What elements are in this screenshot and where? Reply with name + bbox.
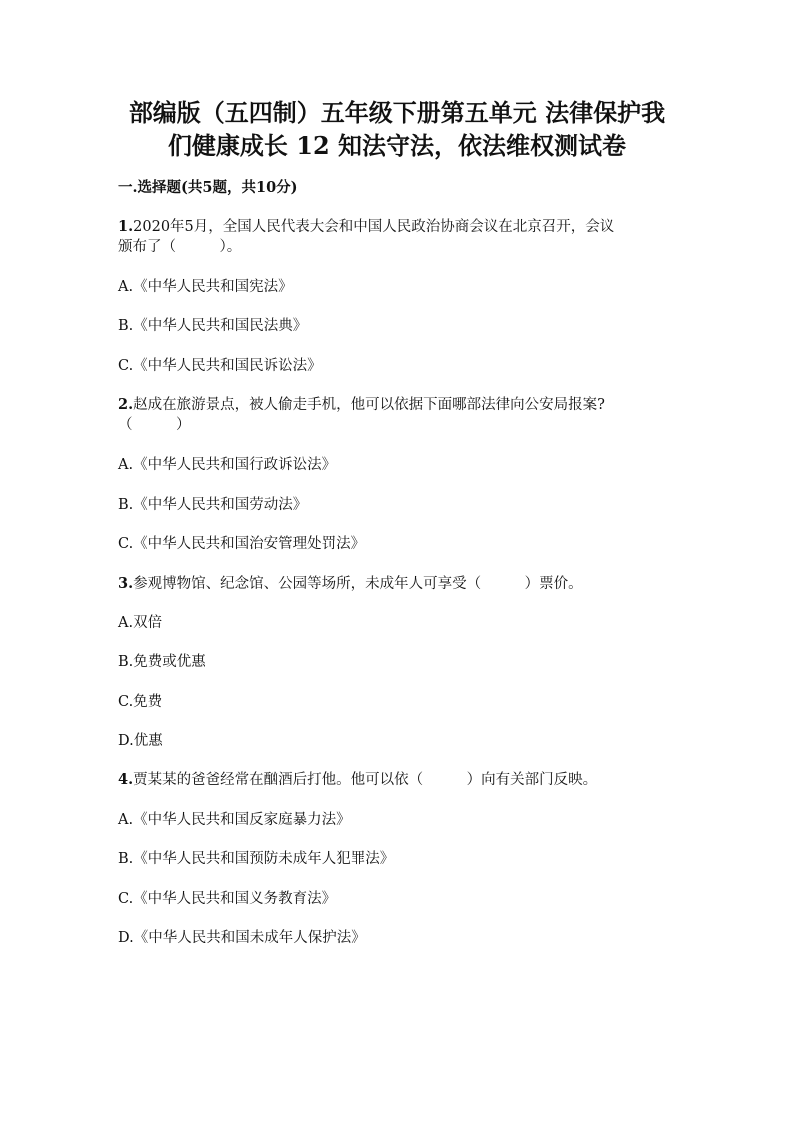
question-4-option-d: D.《中华人民共和国未成年人保护法》 — [118, 930, 366, 946]
question-2-stem-line-2: （ ） — [118, 417, 191, 433]
question-4-stem-line-1: 贾某某的爸爸经常在酗酒后打他。他可以依（ ）向有关部门反映。 — [133, 772, 598, 788]
question-3-option-d: D.优惠 — [118, 733, 163, 749]
title-line-2: 们健康成长 12 知法守法，依法维权测试卷 — [167, 131, 627, 160]
question-4-option-c: C.《中华人民共和国义务教育法》 — [118, 891, 337, 907]
question-2-number: 2. — [118, 396, 134, 413]
question-4-option-a: A.《中华人民共和国反家庭暴力法》 — [118, 812, 351, 828]
question-2-stem-line-1: 赵成在旅游景点，被人偷走手机，他可以依据下面哪部法律向公安局报案? — [133, 397, 605, 413]
question-1-option-b: B.《中华人民共和国民法典》 — [118, 318, 308, 334]
question-4-option-b: B.《中华人民共和国预防未成年人犯罪法》 — [118, 851, 395, 867]
question-1-stem — [118, 217, 614, 237]
title-line-1: 部编版（五四制）五年级下册第五单元 法律保护我 — [128, 98, 666, 127]
question-3-option-b: B.免费或优惠 — [118, 654, 206, 670]
question-2-option-b: B.《中华人民共和国劳动法》 — [118, 497, 308, 513]
question-1-option-a: A.《中华人民共和国宪法》 — [118, 279, 293, 295]
question-1-number: 1. — [118, 218, 134, 235]
question-3-stem — [118, 574, 583, 594]
question-3-number: 3. — [118, 575, 134, 592]
question-3-option-a: A.双倍 — [118, 615, 163, 631]
question-1-stem-line-1: 2020年5月，全国人民代表大会和中国人民政治协商会议在北京召开，会议 — [133, 219, 615, 235]
page-title — [100, 96, 694, 162]
section-heading: 一.选择题(共5题，共10分) — [118, 179, 298, 196]
question-2-option-c: C.《中华人民共和国治安管理处罚法》 — [118, 536, 366, 552]
question-1-option-c: C.《中华人民共和国民诉讼法》 — [118, 358, 322, 374]
question-3-stem-line-1: 参观博物馆、纪念馆、公园等场所，未成年人可享受（ ）票价。 — [133, 576, 583, 592]
question-3-option-c: C.免费 — [118, 694, 163, 710]
question-2-stem — [118, 395, 605, 415]
question-4-stem — [118, 770, 597, 790]
question-4-number: 4. — [118, 771, 134, 788]
question-1-stem-line-2: 颁布了（ ）。 — [118, 239, 242, 255]
question-2-option-a: A.《中华人民共和国行政诉讼法》 — [118, 457, 337, 473]
